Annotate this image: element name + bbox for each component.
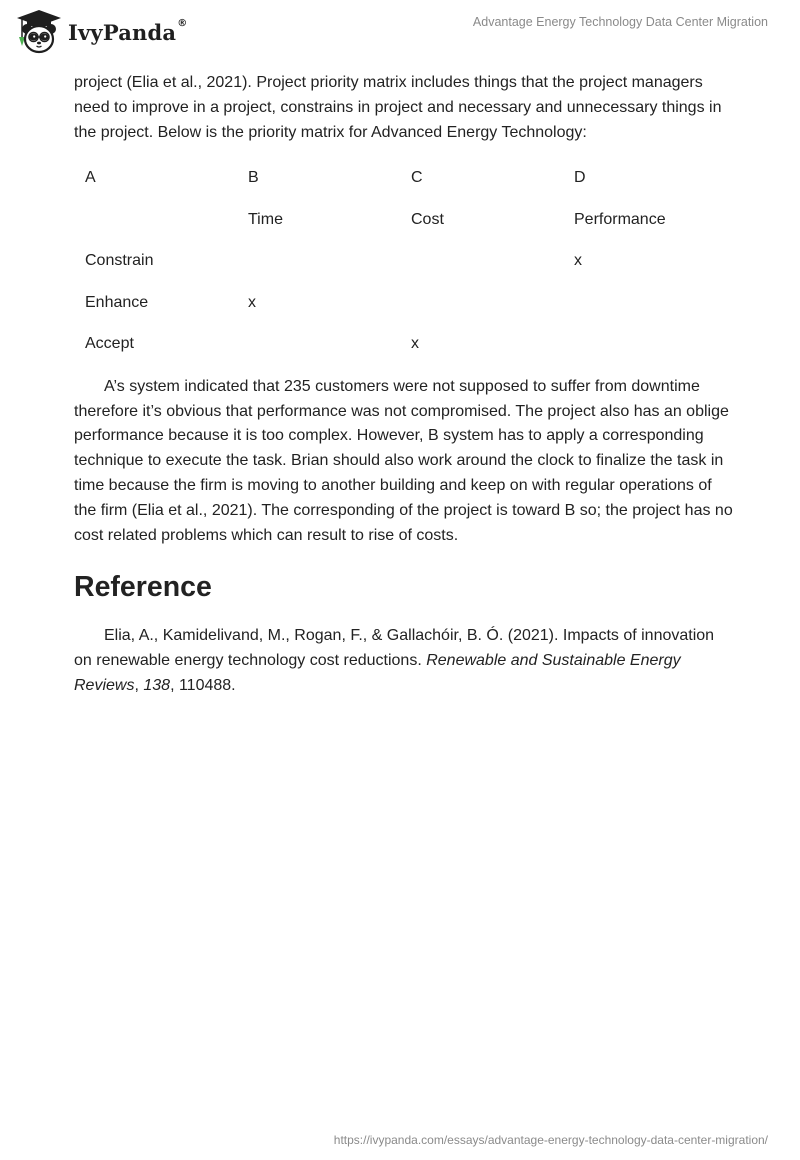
table-cell: A [85, 169, 96, 187]
table-cell: x [574, 252, 582, 270]
document-title: Advantage Energy Technology Data Center Migration [472, 15, 768, 29]
source-url[interactable]: https://ivypanda.com/essays/advantage-energy-technology-data-center-migration/ [333, 1133, 768, 1147]
table-cell [563, 282, 726, 324]
table-row [74, 199, 726, 241]
table-cell: D [574, 169, 586, 187]
registered-mark: ® [177, 17, 188, 29]
essay-content [74, 71, 734, 699]
table-row [74, 323, 726, 365]
reference-volume: 138 [143, 677, 171, 695]
table-cell [563, 323, 726, 365]
analysis-paragraph: A’s system indicated that 235 customers were not supposed to suffer from downtime therefore it’s obvious that performance was not compromised. The project also has an oblige performance because it is too complex. However, B system has to apply a corresponding technique to execute the task. Brian should also work around the clock to finalize the task in time because the firm is moving to another building and keep on with regular operations of the firm (Elia et al., 2021). The corresponding of the project is toward B so; the project has no cost related problems which can result to rise of costs. [74, 377, 733, 544]
table-cell: Constrain [85, 252, 154, 270]
panda-graduate-icon [14, 8, 64, 56]
table-row [74, 157, 726, 199]
intro-paragraph: project (Elia et al., 2021). Project priority matrix includes things that the project managers need to improve in a project, constrains in project and necessary and unnecessary things in the project. Below is the priority matrix for Advanced Energy Technology: [74, 74, 722, 141]
table-row [74, 240, 726, 282]
table-cell: Time [248, 210, 283, 228]
reference-pages: , 110488. [170, 677, 236, 695]
reference-heading: Reference [74, 571, 212, 604]
table-cell [74, 199, 237, 241]
table-cell [237, 240, 400, 282]
page-header [0, 0, 800, 70]
reference-separator: , [134, 677, 144, 695]
table-cell [400, 282, 563, 324]
reference-journal: Renewable and Sustainable Energy Reviews [74, 652, 681, 695]
table-row [74, 282, 726, 324]
table-cell [400, 240, 563, 282]
table-cell: Performance [574, 210, 666, 228]
table-cell [237, 323, 400, 365]
table-cell: x [248, 293, 256, 311]
table-cell: Enhance [85, 293, 149, 311]
table-cell: Accept [85, 335, 134, 353]
table-cell: Cost [411, 210, 444, 228]
table-cell: C [411, 169, 423, 187]
table-cell: B [248, 169, 259, 187]
brand-name: IvyPanda [68, 19, 177, 45]
priority-matrix-table [74, 157, 726, 365]
reference-entry [74, 624, 734, 698]
ivypanda-logo[interactable] [14, 8, 187, 56]
table-cell: x [411, 335, 419, 353]
reference-authors-title: Elia, A., Kamidelivand, M., Rogan, F., & Gallachóir, B. Ó. (2021). Impacts of innovation on renewable energy technology cost reductions. [74, 627, 715, 670]
